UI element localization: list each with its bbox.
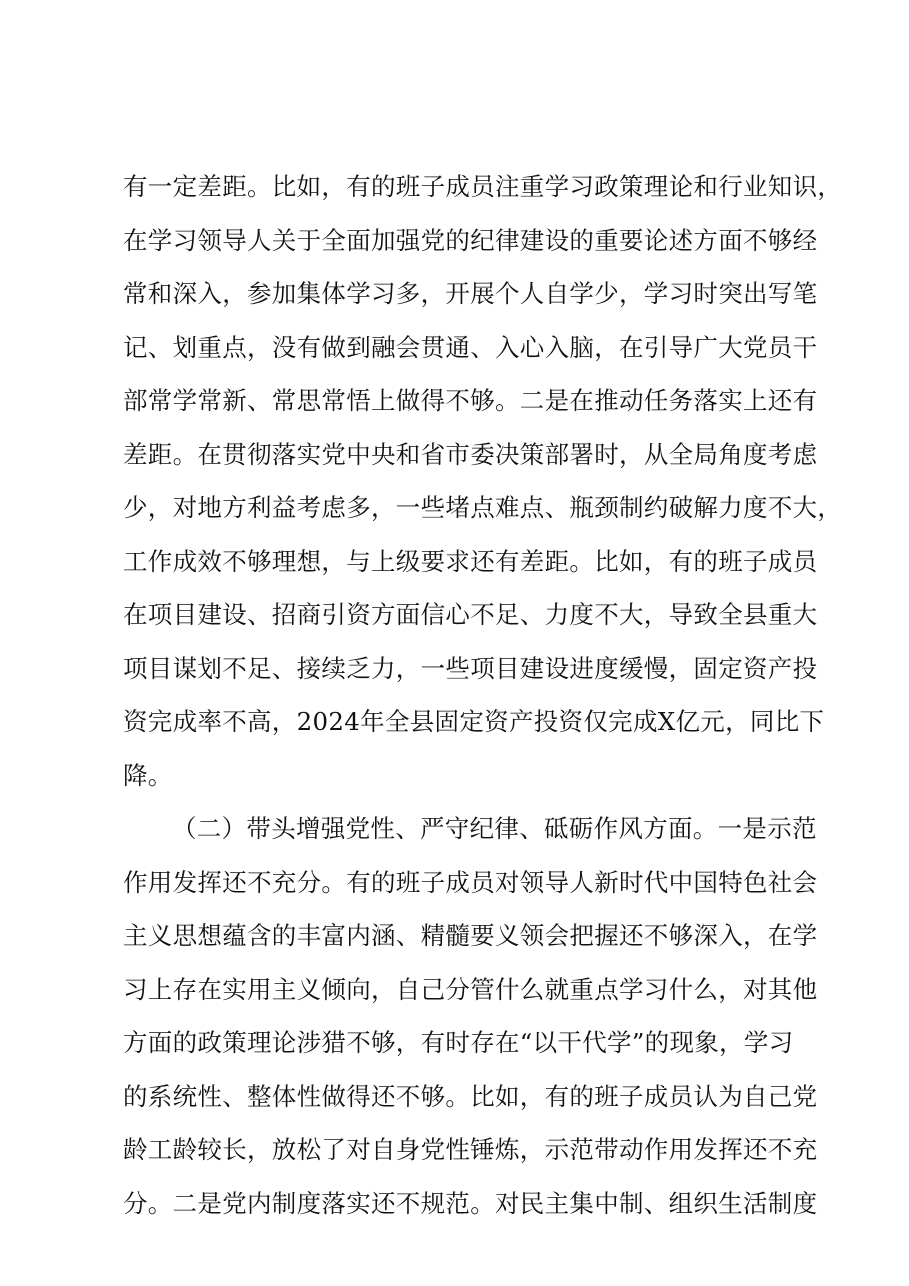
text-line: 作用发挥还不充分。有的班子成员对领导人新时代中国特色社会 [123, 867, 818, 897]
section-heading-line: （二）带头增强党性、严守纪律、砥砺作风方面。一是示范 [172, 814, 817, 843]
text-line: 常和深入，参加集体学习多，开展个人自学少，学习时突出写笔 [123, 279, 818, 308]
text-line: 分。二是党内制度落实还不规范。对民主集中制、组织生活制度 [123, 1188, 818, 1218]
text-line: 在学习领导人关于全面加强党的纪律建设的重要论述方面不够经 [123, 225, 818, 255]
text-line: 习上存在实用主义倾向，自己分管什么就重点学习什么，对其他 [123, 974, 818, 1004]
text-line: 龄工龄较长，放松了对自身党性锤炼，示范带动作用发挥还不充 [123, 1135, 818, 1164]
text-line: 少，对地方利益考虑多，一些堵点难点、瓶颈制约破解力度不大， [123, 493, 843, 522]
text-line: 工作成效不够理想，与上级要求还有差距。比如，有的班子成员 [123, 546, 818, 576]
text-line: 记、划重点，没有做到融会贯通、入心入脑，在引导广大党员干 [123, 332, 818, 362]
body-text [123, 160, 843, 1230]
text-line: 差距。在贯彻落实党中央和省市委决策部署时，从全局角度考虑 [123, 439, 818, 469]
text-line: 部常学常新、常思常悟上做得不够。二是在推动任务落实上还有 [123, 386, 818, 415]
text-line: 资完成率不高，2024年全县固定资产投资仅完成X亿元，同比下 [123, 707, 825, 736]
text-line: 的系统性、整体性做得还不够。比如，有的班子成员认为自己党 [123, 1081, 818, 1111]
text-line: 在项目建设、招商引资方面信心不足、力度不大，导致全县重大 [123, 600, 818, 629]
text-line: 方面的政策理论涉猎不够，有时存在“以干代学”的现象，学习 [123, 1028, 794, 1057]
text-line: 项目谋划不足、接续乏力，一些项目建设进度缓慢，固定资产投 [123, 653, 818, 683]
text-line: 降。 [123, 760, 173, 790]
text-line: 有一定差距。比如，有的班子成员注重学习政策理论和行业知识， [123, 172, 843, 201]
text-line: 主义思想蕴含的丰富内涵、精髓要义领会把握还不够深入，在学 [123, 921, 818, 950]
